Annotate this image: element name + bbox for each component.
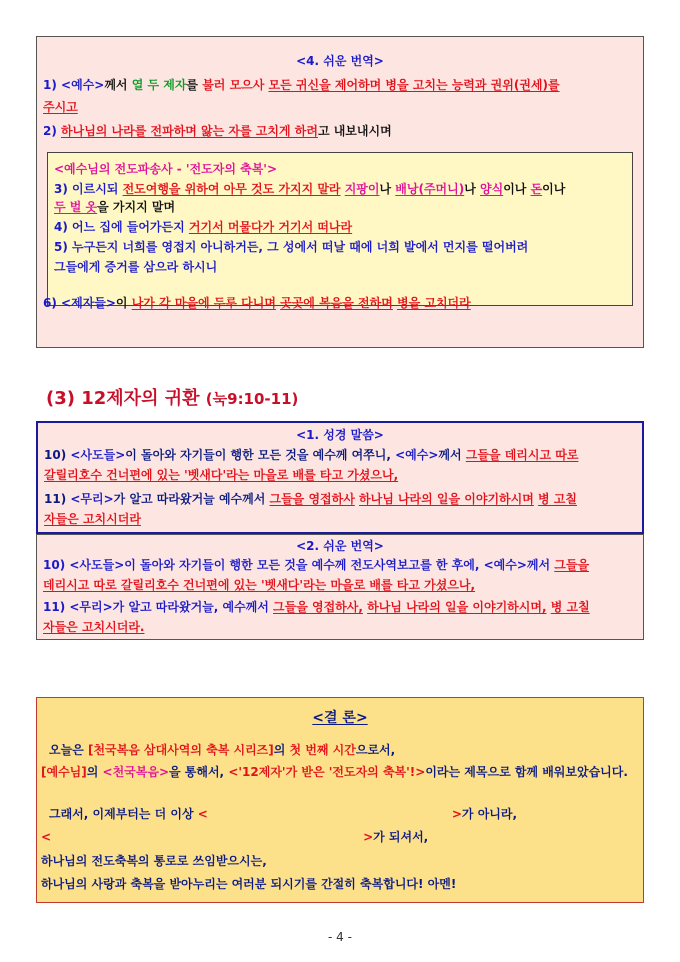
verse-5-cont: 그들에게 증거를 삼으라 하시니 — [54, 260, 218, 274]
verse-1: 1) <예수>께서 열 두 제자를 불러 모으사 모든 귀신을 제어하며 병을 고치는 능력과 권위(권세)를 — [43, 78, 560, 92]
conclusion-line-2: [예수님]의 <천국복음>을 통해서, <'12제자'가 받은 '전도자의 축복'!>이라는 제목으로 함께 배워보았습니다. — [41, 765, 628, 779]
box2-title: <1. 성경 말씀> — [296, 428, 384, 442]
conclusion-line-3: 그래서, 이제부터는 더 이상 < >가 아니라, — [49, 807, 518, 821]
easy-translation-box-2 — [36, 534, 644, 640]
easy-translation-box — [36, 36, 644, 348]
verse-10-easy: 10) <사도들>이 돌아와 자기들이 행한 모든 것을 예수께 전도사역보고를 한 후에, <예수>께서 그들을 — [43, 558, 590, 572]
verse-2: 2) 하나님의 나라를 전파하며 앓는 자를 고치게 하려고 내보내시며 — [43, 124, 392, 138]
verse-10-cont: 갈릴리호수 건너편에 있는 '벳새다'라는 마을로 배를 타고 가셨으나, — [44, 468, 399, 482]
verse-3-cont: 두 벌 옷을 가지지 말며 — [54, 200, 176, 214]
conclusion-line-4: < >가 되셔서, — [41, 830, 429, 844]
verse-1-cont: 주시고 — [43, 100, 78, 114]
verse-11-cont: 자들은 고치시더라 — [44, 512, 141, 526]
verse-10: 10) <사도들>이 돌아와 자기들이 행한 모든 것을 예수께 여쭈니, <예수>께서 그들을 데리시고 따로 — [44, 448, 579, 462]
conclusion-box — [36, 697, 644, 903]
conclusion-line-5: 하나님의 전도축복의 통로로 쓰임받으시는, — [41, 854, 267, 868]
verse-6: 6) <제자들>이 나가 각 마을에 두루 다니며 곳곳에 복음을 전하며 병을 고치더라 — [43, 296, 471, 310]
verse-10-easy-cont: 데리시고 따로 갈릴리호수 건너편에 있는 '벳새다'라는 마을로 배를 타고 가셨으나, — [43, 578, 476, 592]
page-number: - 4 - — [328, 930, 352, 944]
verse-4: 4) 어느 집에 들어가든지 거기서 머물다가 거기서 떠나라 — [54, 220, 353, 234]
verse-11-easy: 11) <무리>가 알고 따라왔거늘, 예수께서 그들을 영접하사, 하나님 나라의 일을 이야기하시며, 병 고칠 — [43, 600, 590, 614]
verse-5: 5) 누구든지 너희를 영접지 아니하거든, 그 성에서 떠날 때에 너희 발에서 먼지를 떨어버려 — [54, 240, 529, 254]
conclusion-title: <결 론> — [312, 710, 368, 726]
scripture-box — [36, 421, 644, 534]
sending-speech-title: <예수님의 전도파송사 - '전도자의 축복'> — [54, 162, 278, 176]
box3-title: <2. 쉬운 번역> — [296, 539, 384, 553]
conclusion-line-6: 하나님의 사랑과 축복을 받아누리는 여러분 되시기를 간절히 축복합니다! 아멘! — [41, 877, 457, 891]
verse-11: 11) <무리>가 알고 따라왔거늘 예수께서 그들을 영접하사 하나님 나라의 일을 이야기하시며 병 고칠 — [44, 492, 577, 506]
verse-3: 3) 이르시되 전도여행을 위하여 아무 것도 가지지 말라 지팡이나 배낭(주머니)나 양식이나 돈이나 — [54, 182, 566, 196]
section-heading: (3) 12제자의 귀환 (눅9:10-11) — [46, 388, 299, 409]
verse-11-easy-cont: 자들은 고치시더라. — [43, 620, 145, 634]
conclusion-line-1: 오늘은 [천국복음 삼대사역의 축복 시리즈]의 첫 번째 시간으로서, — [49, 743, 396, 757]
sending-speech-box — [47, 152, 633, 306]
box1-title: <4. 쉬운 번역> — [296, 54, 384, 68]
